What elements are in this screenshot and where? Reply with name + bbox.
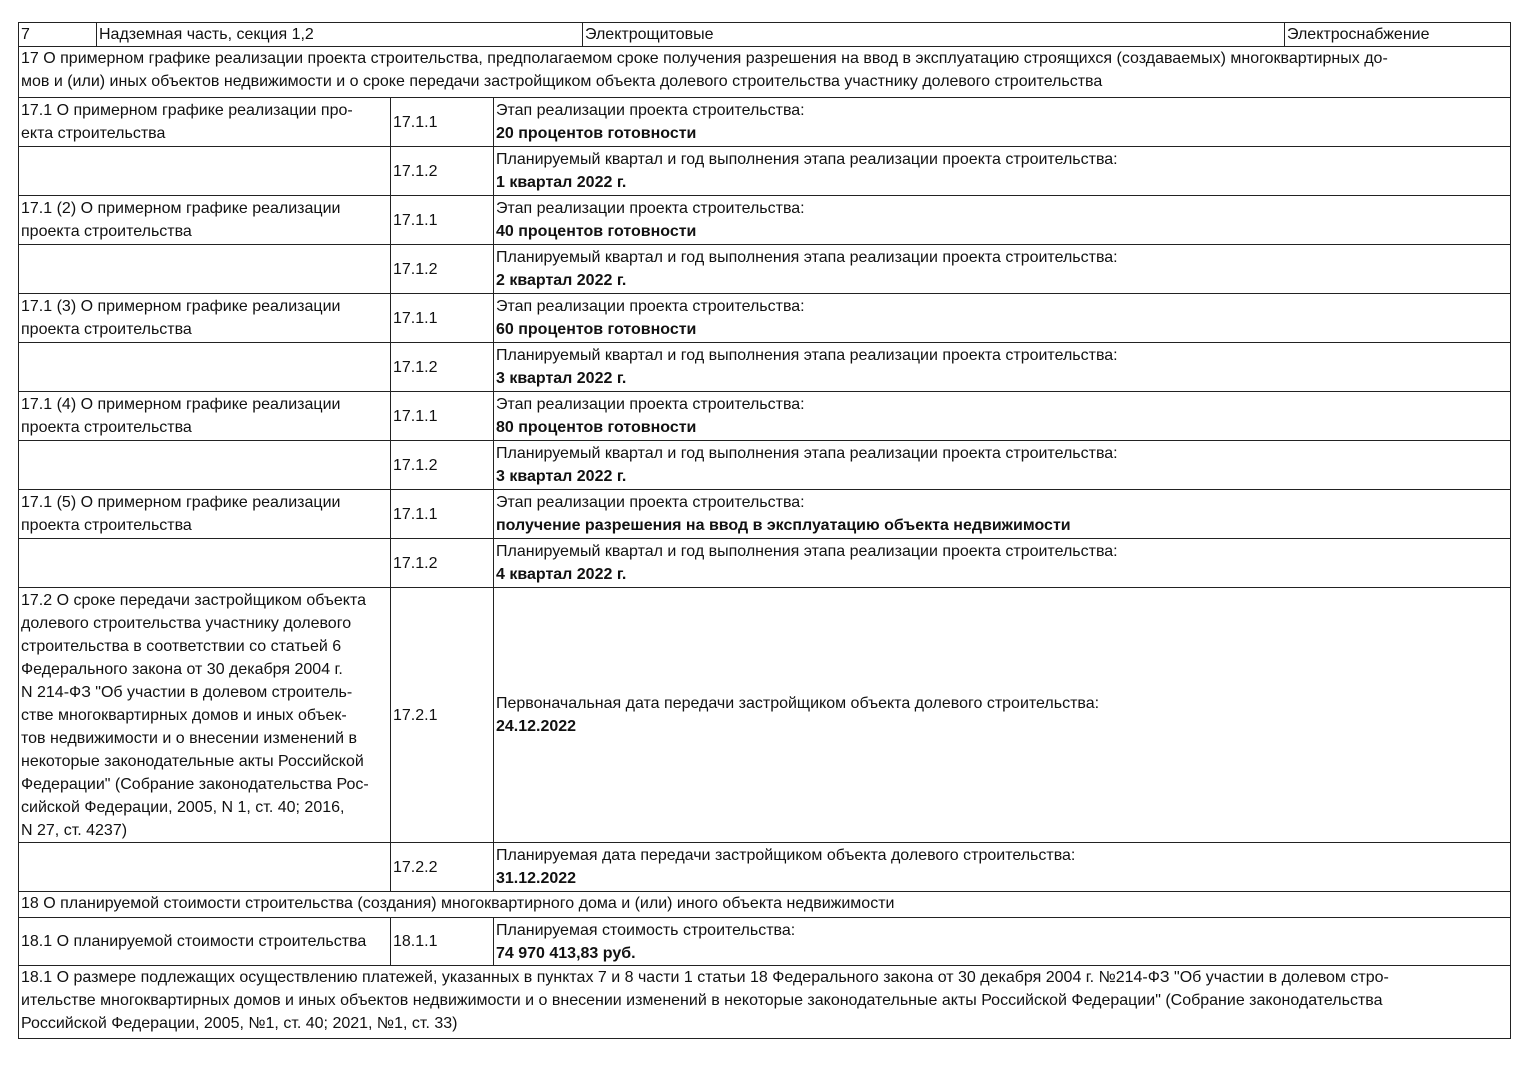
item-code: 17.1.2 xyxy=(391,245,494,294)
item-code: 17.1.1 xyxy=(391,392,494,441)
section-17-title: 17 О примерном графике реализации проекта строительства, предполагаемом сроке получения разрешения на ввод в эксплуатацию строящихся (создаваемых) многоквартирных до- мов и (или) иных объектов недвижимости и о сроке передачи застройщиком объекта долевого строительства участнику долевого строительства xyxy=(19,47,1511,98)
item-value: 31.12.2022 xyxy=(496,870,577,887)
item-code: 18.1.1 xyxy=(391,918,494,966)
table-row xyxy=(19,343,1511,392)
item-value-cell xyxy=(494,392,1511,441)
table-row xyxy=(19,23,1511,47)
row-number: 7 xyxy=(19,23,97,47)
system-name: Электроснабжение xyxy=(1285,23,1511,47)
item-description: 17.1 (4) О примерном графике реализации проекта строительства xyxy=(19,392,391,441)
section-18-payments: 18.1 О размере подлежащих осуществлению платежей, указанных в пунктах 7 и 8 части 1 статьи 18 Федерального закона от 30 декабря 2004 г. №214-ФЗ "Об участии в долевом стро- ительстве многоквартирных домов и иных объектов недвижимости и о внесении изменений в некоторые законодательные акты Российской Федерации" (Собрание законодательства Российской Федерации, 2005, №1, ст. 40; 2021, №1, ст. 33) xyxy=(19,966,1511,1039)
item-value: 80 процентов готовности xyxy=(496,419,697,436)
item-label: Планируемая стоимость строительства: xyxy=(496,921,796,939)
item-value: 60 процентов готовности xyxy=(496,321,697,338)
item-value: 1 квартал 2022 г. xyxy=(496,174,627,191)
item-label: Этап реализации проекта строительства: xyxy=(496,102,805,119)
item-description: 17.1 (2) О примерном графике реализации проекта строительства xyxy=(19,196,391,245)
item-value: 4 квартал 2022 г. xyxy=(496,566,627,583)
table-row xyxy=(19,539,1511,588)
item-code: 17.1.2 xyxy=(391,343,494,392)
item-description xyxy=(19,147,391,196)
item-value-cell xyxy=(494,98,1511,147)
room-name: Электрощитовые xyxy=(583,23,1285,47)
item-code: 17.2.1 xyxy=(391,588,494,843)
item-value: 20 процентов готовности xyxy=(496,125,697,142)
item-value-cell xyxy=(494,588,1511,843)
item-value-cell xyxy=(494,343,1511,392)
item-label: Планируемая дата передачи застройщиком объекта долевого строительства: xyxy=(496,847,1076,864)
item-label: Этап реализации проекта строительства: xyxy=(496,200,805,217)
item-description: 17.1 О примерном графике реализации про- екта строительства xyxy=(19,98,391,147)
table-row xyxy=(19,245,1511,294)
part-name: Надземная часть, секция 1,2 xyxy=(97,23,583,47)
item-label: Этап реализации проекта строительства: xyxy=(496,298,805,315)
table-row xyxy=(19,441,1511,490)
item-description xyxy=(19,441,391,490)
item-label: Планируемый квартал и год выполнения этапа реализации проекта строительства: xyxy=(496,347,1118,364)
item-value-cell xyxy=(494,245,1511,294)
item-description xyxy=(19,245,391,294)
item-description: 17.1 (5) О примерном графике реализации проекта строительства xyxy=(19,490,391,539)
item-description xyxy=(19,343,391,392)
table-row xyxy=(19,918,1511,966)
table-row xyxy=(19,490,1511,539)
item-value: 2 квартал 2022 г. xyxy=(496,272,627,289)
item-value: 24.12.2022 xyxy=(496,718,577,735)
item-description: 17.2 О сроке передачи застройщиком объекта долевого строительства участнику долевого строительства в соответствии со статьей 6 Федерального закона от 30 декабря 2004 г. N 214-ФЗ "Об участии в долевом строитель- стве многоквартирных домов и иных объек- тов недвижимости и о внесении изменений в некоторые законодательные акты Российской Федерации" (Собрание законодательства Рос- сийской Федерации, 2005, N 1, ст. 40; 2016, N 27, ст. 4237) xyxy=(19,588,391,843)
table-row xyxy=(19,392,1511,441)
item-description: 17.1 (3) О примерном графике реализации проекта строительства xyxy=(19,294,391,343)
item-code: 17.1.2 xyxy=(391,441,494,490)
item-value-cell xyxy=(494,539,1511,588)
item-description xyxy=(19,539,391,588)
item-value: 74 970 413,83 руб. xyxy=(496,944,636,962)
item-code: 17.1.1 xyxy=(391,98,494,147)
item-description: 18.1 О планируемой стоимости строительства xyxy=(19,918,391,966)
item-code: 17.1.1 xyxy=(391,196,494,245)
table-row xyxy=(19,98,1511,147)
item-label: Первоначальная дата передачи застройщиком объекта долевого строительства: xyxy=(496,695,1100,712)
item-value-cell xyxy=(494,196,1511,245)
table-row xyxy=(19,588,1511,843)
project-schedule-table xyxy=(18,46,1511,1039)
table-row xyxy=(19,294,1511,343)
item-value-cell xyxy=(494,918,1511,966)
item-code: 17.1.1 xyxy=(391,490,494,539)
item-code: 17.1.2 xyxy=(391,539,494,588)
item-label: Планируемый квартал и год выполнения этапа реализации проекта строительства: xyxy=(496,151,1118,168)
item-value-cell xyxy=(494,294,1511,343)
item-code: 17.1.2 xyxy=(391,147,494,196)
table-row xyxy=(19,196,1511,245)
item-label: Этап реализации проекта строительства: xyxy=(496,494,805,511)
top-row-table xyxy=(18,22,1511,47)
item-value: получение разрешения на ввод в эксплуатацию объекта недвижимости xyxy=(496,517,1071,534)
table-row xyxy=(19,892,1511,918)
item-code: 17.2.2 xyxy=(391,843,494,892)
item-value-cell xyxy=(494,147,1511,196)
item-value-cell xyxy=(494,441,1511,490)
table-row xyxy=(19,147,1511,196)
item-code: 17.1.1 xyxy=(391,294,494,343)
item-label: Планируемый квартал и год выполнения этапа реализации проекта строительства: xyxy=(496,445,1118,462)
item-description xyxy=(19,843,391,892)
item-value: 40 процентов готовности xyxy=(496,223,697,240)
item-value-cell xyxy=(494,843,1511,892)
table-row xyxy=(19,966,1511,1039)
section-18-title: 18 О планируемой стоимости строительства (создания) многоквартирного дома и (или) иного объекта недвижимости xyxy=(19,892,1511,918)
item-label: Этап реализации проекта строительства: xyxy=(496,396,805,413)
table-row xyxy=(19,47,1511,98)
item-value: 3 квартал 2022 г. xyxy=(496,370,627,387)
item-value: 3 квартал 2022 г. xyxy=(496,468,627,485)
item-label: Планируемый квартал и год выполнения этапа реализации проекта строительства: xyxy=(496,543,1118,560)
item-value-cell xyxy=(494,490,1511,539)
table-row xyxy=(19,843,1511,892)
item-label: Планируемый квартал и год выполнения этапа реализации проекта строительства: xyxy=(496,249,1118,266)
